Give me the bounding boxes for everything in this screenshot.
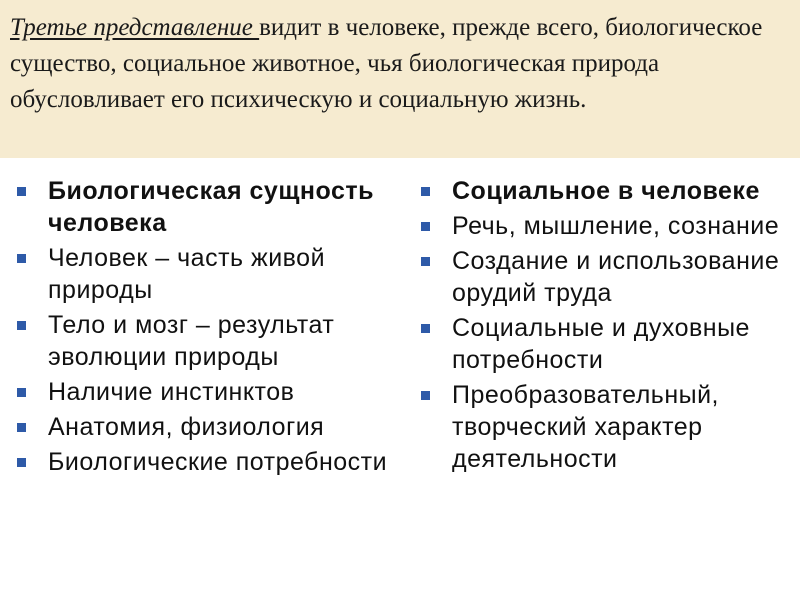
list-item — [418, 175, 800, 207]
header-paragraph — [10, 10, 790, 118]
list-item — [14, 411, 394, 443]
list-item-text: Социальные и духовные потребности — [452, 314, 750, 374]
square-bullet-icon — [421, 391, 430, 400]
list-item — [14, 175, 394, 239]
square-bullet-icon — [421, 222, 430, 231]
list-item-text: Биологические потребности — [48, 448, 388, 476]
list-item-text: Анатомия, физиология — [48, 413, 325, 441]
square-bullet-icon — [17, 388, 26, 397]
list-item-text: Биологическая сущность человека — [48, 177, 374, 237]
header-band — [0, 0, 800, 158]
square-bullet-icon — [17, 423, 26, 432]
list-item — [418, 312, 800, 376]
square-bullet-icon — [17, 187, 26, 196]
square-bullet-icon — [421, 324, 430, 333]
square-bullet-icon — [17, 458, 26, 467]
list-item-text: Создание и использование орудий труда — [452, 247, 780, 307]
header-lead-phrase: Третье представление — [10, 14, 260, 41]
header-rest-text: видит в человеке, прежде всего, биологическое существо, социальное животное, чья биологическая природа обусловливает его психическую и социальную жизнь. — [10, 14, 763, 113]
list-item — [418, 210, 800, 242]
social-column — [418, 175, 800, 478]
list-item-text: Речь, мышление, сознание — [452, 212, 780, 240]
list-item — [418, 245, 800, 309]
list-item-text: Преобразовательный, творческий характер деятельности — [452, 381, 720, 473]
list-item-text: Человек – часть живой природы — [48, 244, 326, 304]
list-item-text: Наличие инстинктов — [48, 378, 295, 406]
list-item — [14, 309, 394, 373]
square-bullet-icon — [17, 254, 26, 263]
list-item — [14, 242, 394, 306]
square-bullet-icon — [421, 187, 430, 196]
square-bullet-icon — [17, 321, 26, 330]
list-item — [14, 446, 394, 478]
list-item — [14, 376, 394, 408]
list-item-text: Тело и мозг – результат эволюции природы — [48, 311, 335, 371]
square-bullet-icon — [421, 257, 430, 266]
biological-column — [14, 175, 394, 481]
list-item-text: Социальное в человеке — [452, 177, 760, 205]
list-item — [418, 379, 800, 475]
